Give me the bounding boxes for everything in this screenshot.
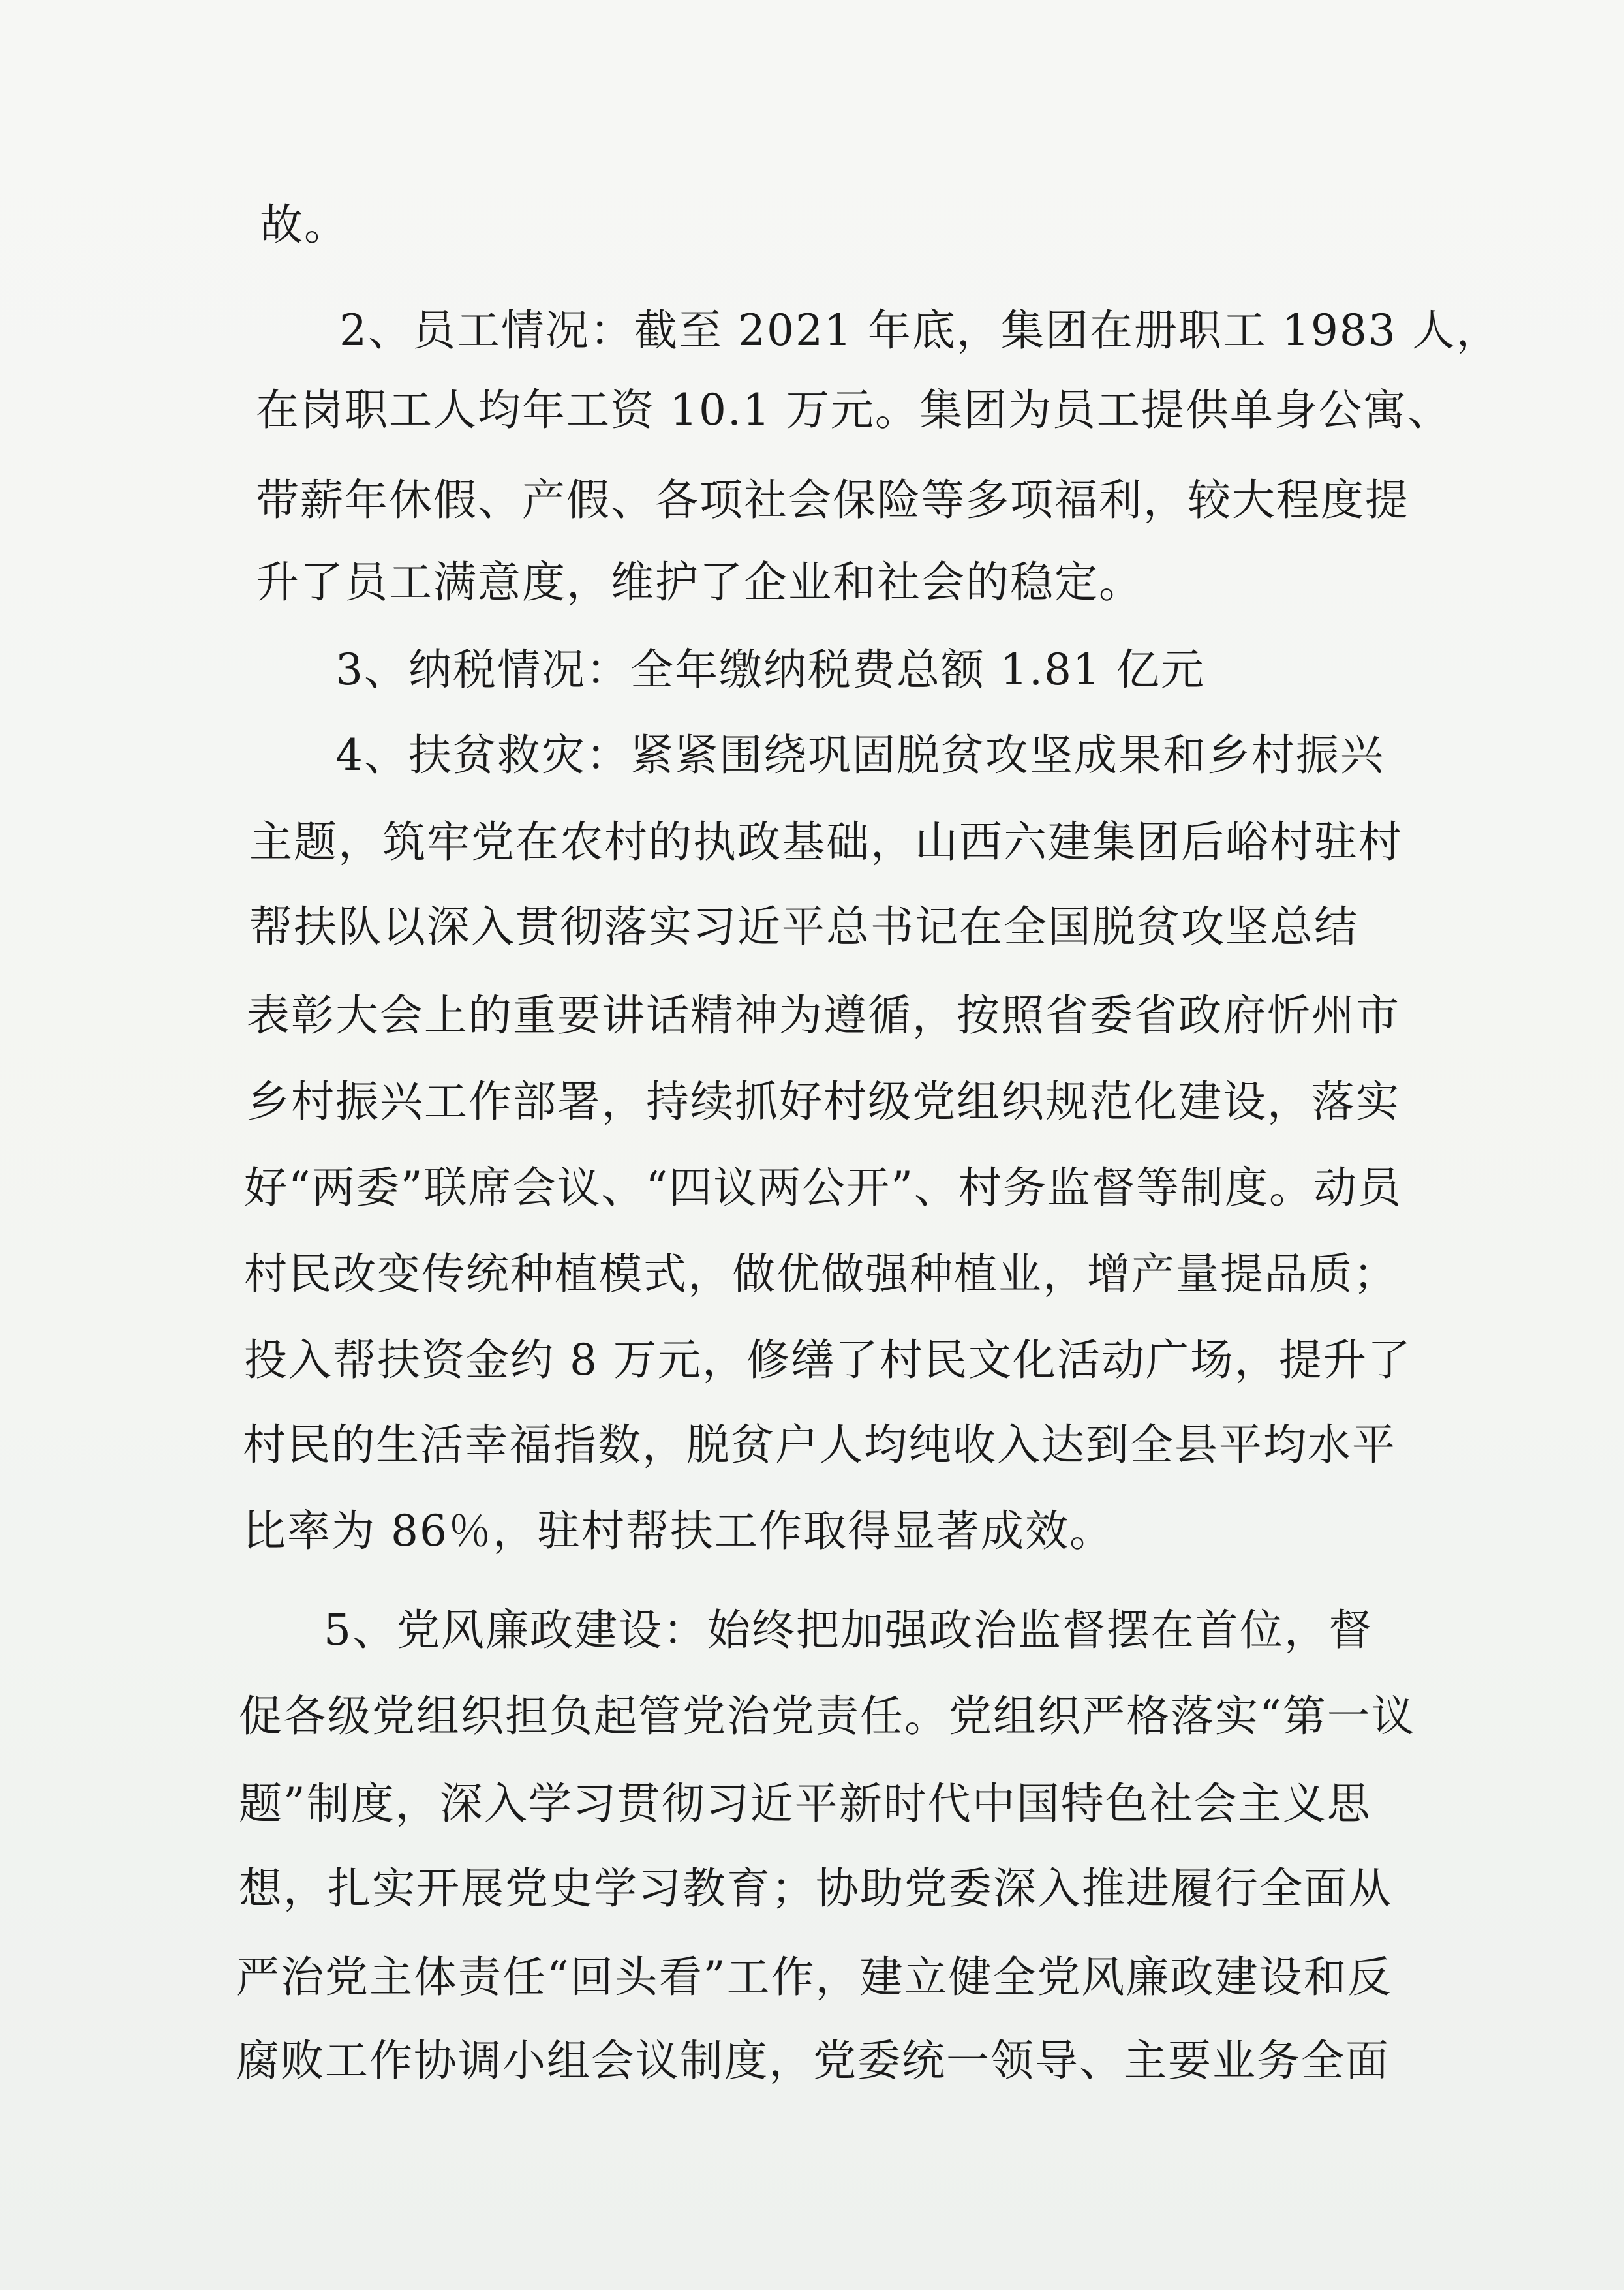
text-line-4: 带薪年休假、产假、各项社会保险等多项福利，较大程度提	[256, 475, 1409, 525]
text-line-22: 腐败工作协调小组会议制度，党委统一领导、主要业务全面	[236, 2036, 1390, 2086]
text-line-7: 4、扶贫救灾：紧紧围绕巩固脱贫攻坚成果和乡村振兴	[335, 730, 1385, 780]
text-line-14: 投入帮扶资金约 8 万元，修缮了村民文化活动广场，提升了	[244, 1335, 1412, 1385]
text-line-5: 升了员工满意度，维护了企业和社会的稳定。	[256, 557, 1143, 607]
text-line-13: 村民改变传统种植模式，做优做强种植业，增产量提品质；	[244, 1249, 1398, 1299]
text-line-15: 村民的生活幸福指数，脱贫户人均纯收入达到全县平均水平	[243, 1420, 1396, 1470]
text-line-8: 主题，筑牢党在农村的执政基础，山西六建集团后峪村驻村	[249, 817, 1403, 867]
text-line-2: 2、员工情况：截至 2021 年底，集团在册职工 1983 人，	[339, 305, 1501, 356]
text-line-10: 表彰大会上的重要讲话精神为遵循，按照省委省政府忻州市	[247, 990, 1400, 1041]
text-line-16: 比率为 86％，驻村帮扶工作取得显著成效。	[243, 1506, 1114, 1556]
text-line-18: 促各级党组织担负起管党治党责任。党组织严格落实“第一议	[239, 1691, 1416, 1741]
text-line-21: 严治党主体责任“回头看”工作，建立健全党风廉政建设和反	[236, 1952, 1392, 2002]
text-line-12: 好“两委”联席会议、“四议两公开”、村务监督等制度。动员	[244, 1163, 1402, 1213]
text-line-11: 乡村振兴工作部署，持续抓好村级党组织规范化建设，落实	[247, 1076, 1400, 1127]
text-line-17: 5、党风廉政建设：始终把加强政治监督摆在首位，督	[324, 1605, 1373, 1655]
text-line-9: 帮扶队以深入贯彻落实习近平总书记在全国脱贫攻坚总结	[249, 902, 1358, 952]
text-line-1: 故。	[260, 200, 348, 250]
text-line-3: 在岗职工人均年工资 10.1 万元。集团为员工提供单身公寓、	[256, 385, 1452, 435]
text-line-19: 题”制度，深入学习贯彻习近平新时代中国特色社会主义思	[239, 1779, 1371, 1829]
text-line-20: 想，扎实开展党史学习教育；协助党委深入推进履行全面从	[239, 1863, 1392, 1914]
text-line-6: 3、纳税情况：全年缴纳税费总额 1.81 亿元	[335, 645, 1205, 695]
